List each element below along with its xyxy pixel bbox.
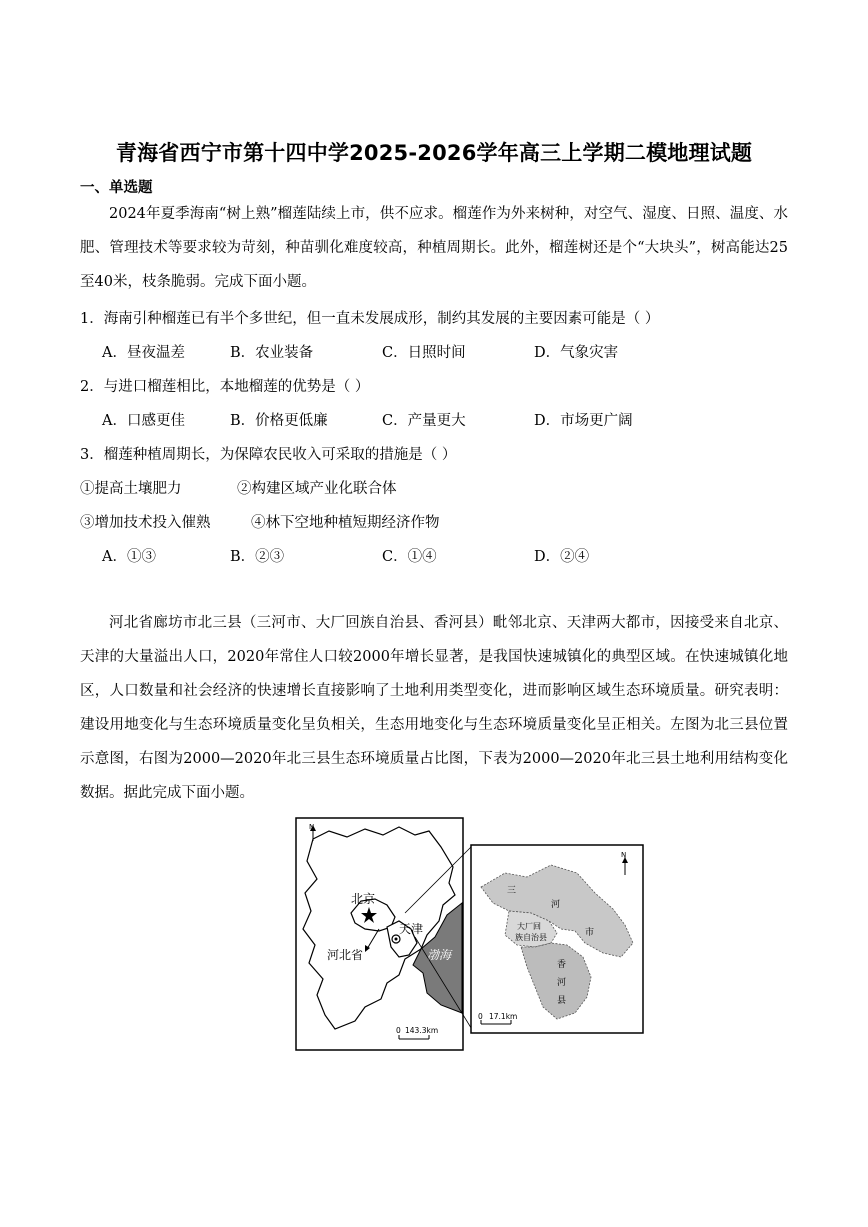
location-map-figure xyxy=(295,817,645,1052)
statement-3: ③增加技术投入催熟 xyxy=(80,515,211,531)
label-he-1: 河 xyxy=(551,900,561,910)
label-shi: 市 xyxy=(585,928,595,938)
scale-left-label: 143.3km xyxy=(405,1026,439,1035)
option-d[interactable]: D．市场更广阔 xyxy=(534,413,633,429)
option-d[interactable]: D．②④ xyxy=(534,549,590,565)
option-b[interactable]: B．②③ xyxy=(230,549,285,565)
option-c[interactable]: C．①④ xyxy=(382,549,437,565)
passage-durian: 2024年夏季海南“树上熟”榴莲陆续上市，供不应求。榴莲作为外来树种，对空气、湿度、日照、温度、水肥、管理技术等要求较为苛刻，种苗驯化难度较高，种植周期长。此外，榴莲树还是个“大块头”，树高能达25至40米，枝条脆弱。完成下面小题。 xyxy=(80,206,788,290)
question-3-options xyxy=(102,545,589,566)
label-dachang-1: 大厂回 xyxy=(517,922,541,931)
label-san: 三 xyxy=(507,886,517,896)
question-3-statements-row1 xyxy=(80,477,397,498)
question-2-options xyxy=(102,409,633,430)
question-3-statements-row2 xyxy=(80,511,440,532)
north-label-left: N xyxy=(309,823,315,831)
location-map-svg xyxy=(295,817,645,1052)
label-xiang: 香 xyxy=(557,960,567,970)
label-xian: 县 xyxy=(557,996,567,1006)
label-beijing: 北京 xyxy=(351,892,376,906)
question-1-stem: 1．海南引种榴莲已有半个多世纪，但一直未发展成形，制约其发展的主要因素可能是（ ） xyxy=(80,311,660,327)
page-title: 青海省西宁市第十四中学2025-2026学年高三上学期二模地理试题 xyxy=(115,141,753,165)
label-bohai: 渤海 xyxy=(427,948,452,962)
label-hebei: 河北省 xyxy=(327,948,364,962)
section-heading: 一、单选题 xyxy=(80,180,153,196)
question-2-stem: 2．与进口榴莲相比，本地榴莲的优势是（ ） xyxy=(80,379,370,395)
scale-left-zero: 0 xyxy=(396,1026,401,1035)
scale-right-zero: 0 xyxy=(478,1012,483,1021)
option-b[interactable]: B．价格更低廉 xyxy=(230,413,328,429)
label-he-2: 河 xyxy=(557,978,567,988)
label-dachang-2: 族自治县 xyxy=(515,933,547,942)
option-a[interactable]: A．昼夜温差 xyxy=(102,345,185,361)
passage-beisanxian: 河北省廊坊市北三县（三河市、大厂回族自治县、香河县）毗邻北京、天津两大都市，因接受来自北京、天津的大量溢出人口，2020年常住人口较2000年增长显著，是我国快速城镇化的典型区域。在快速城镇化地区，人口数量和社会经济的快速增长直接影响了土地利用类型变化，进而影响区域生态环境质量。研究表明：建设用地变化与生态环境质量变化呈负相关，生态用地变化与生态环境质量变化呈正相关。左图为北三县位置示意图，右图为2000—2020年北三县生态环境质量占比图，下表为2000—2020年北三县土地利用结构变化数据。据此完成下面小题。 xyxy=(80,615,788,801)
question-1-options xyxy=(102,341,618,362)
statement-1: ①提高土壤肥力 xyxy=(80,481,182,497)
label-tianjin: 天津 xyxy=(399,922,424,936)
option-c[interactable]: C．产量更大 xyxy=(382,413,466,429)
option-a[interactable]: A．口感更佳 xyxy=(102,413,185,429)
option-a[interactable]: A．①③ xyxy=(102,549,156,565)
option-b[interactable]: B．农业装备 xyxy=(230,345,314,361)
question-3-stem: 3．榴莲种植周期长，为保障农民收入可采取的措施是（ ） xyxy=(80,447,457,463)
option-c[interactable]: C．日照时间 xyxy=(382,345,466,361)
statement-4: ④林下空地种植短期经济作物 xyxy=(251,515,440,531)
option-d[interactable]: D．气象灾害 xyxy=(534,345,619,361)
statement-2: ②构建区域产业化联合体 xyxy=(237,481,397,497)
north-label-right: N xyxy=(621,851,627,859)
scale-right-label: 17.1km xyxy=(489,1012,518,1021)
